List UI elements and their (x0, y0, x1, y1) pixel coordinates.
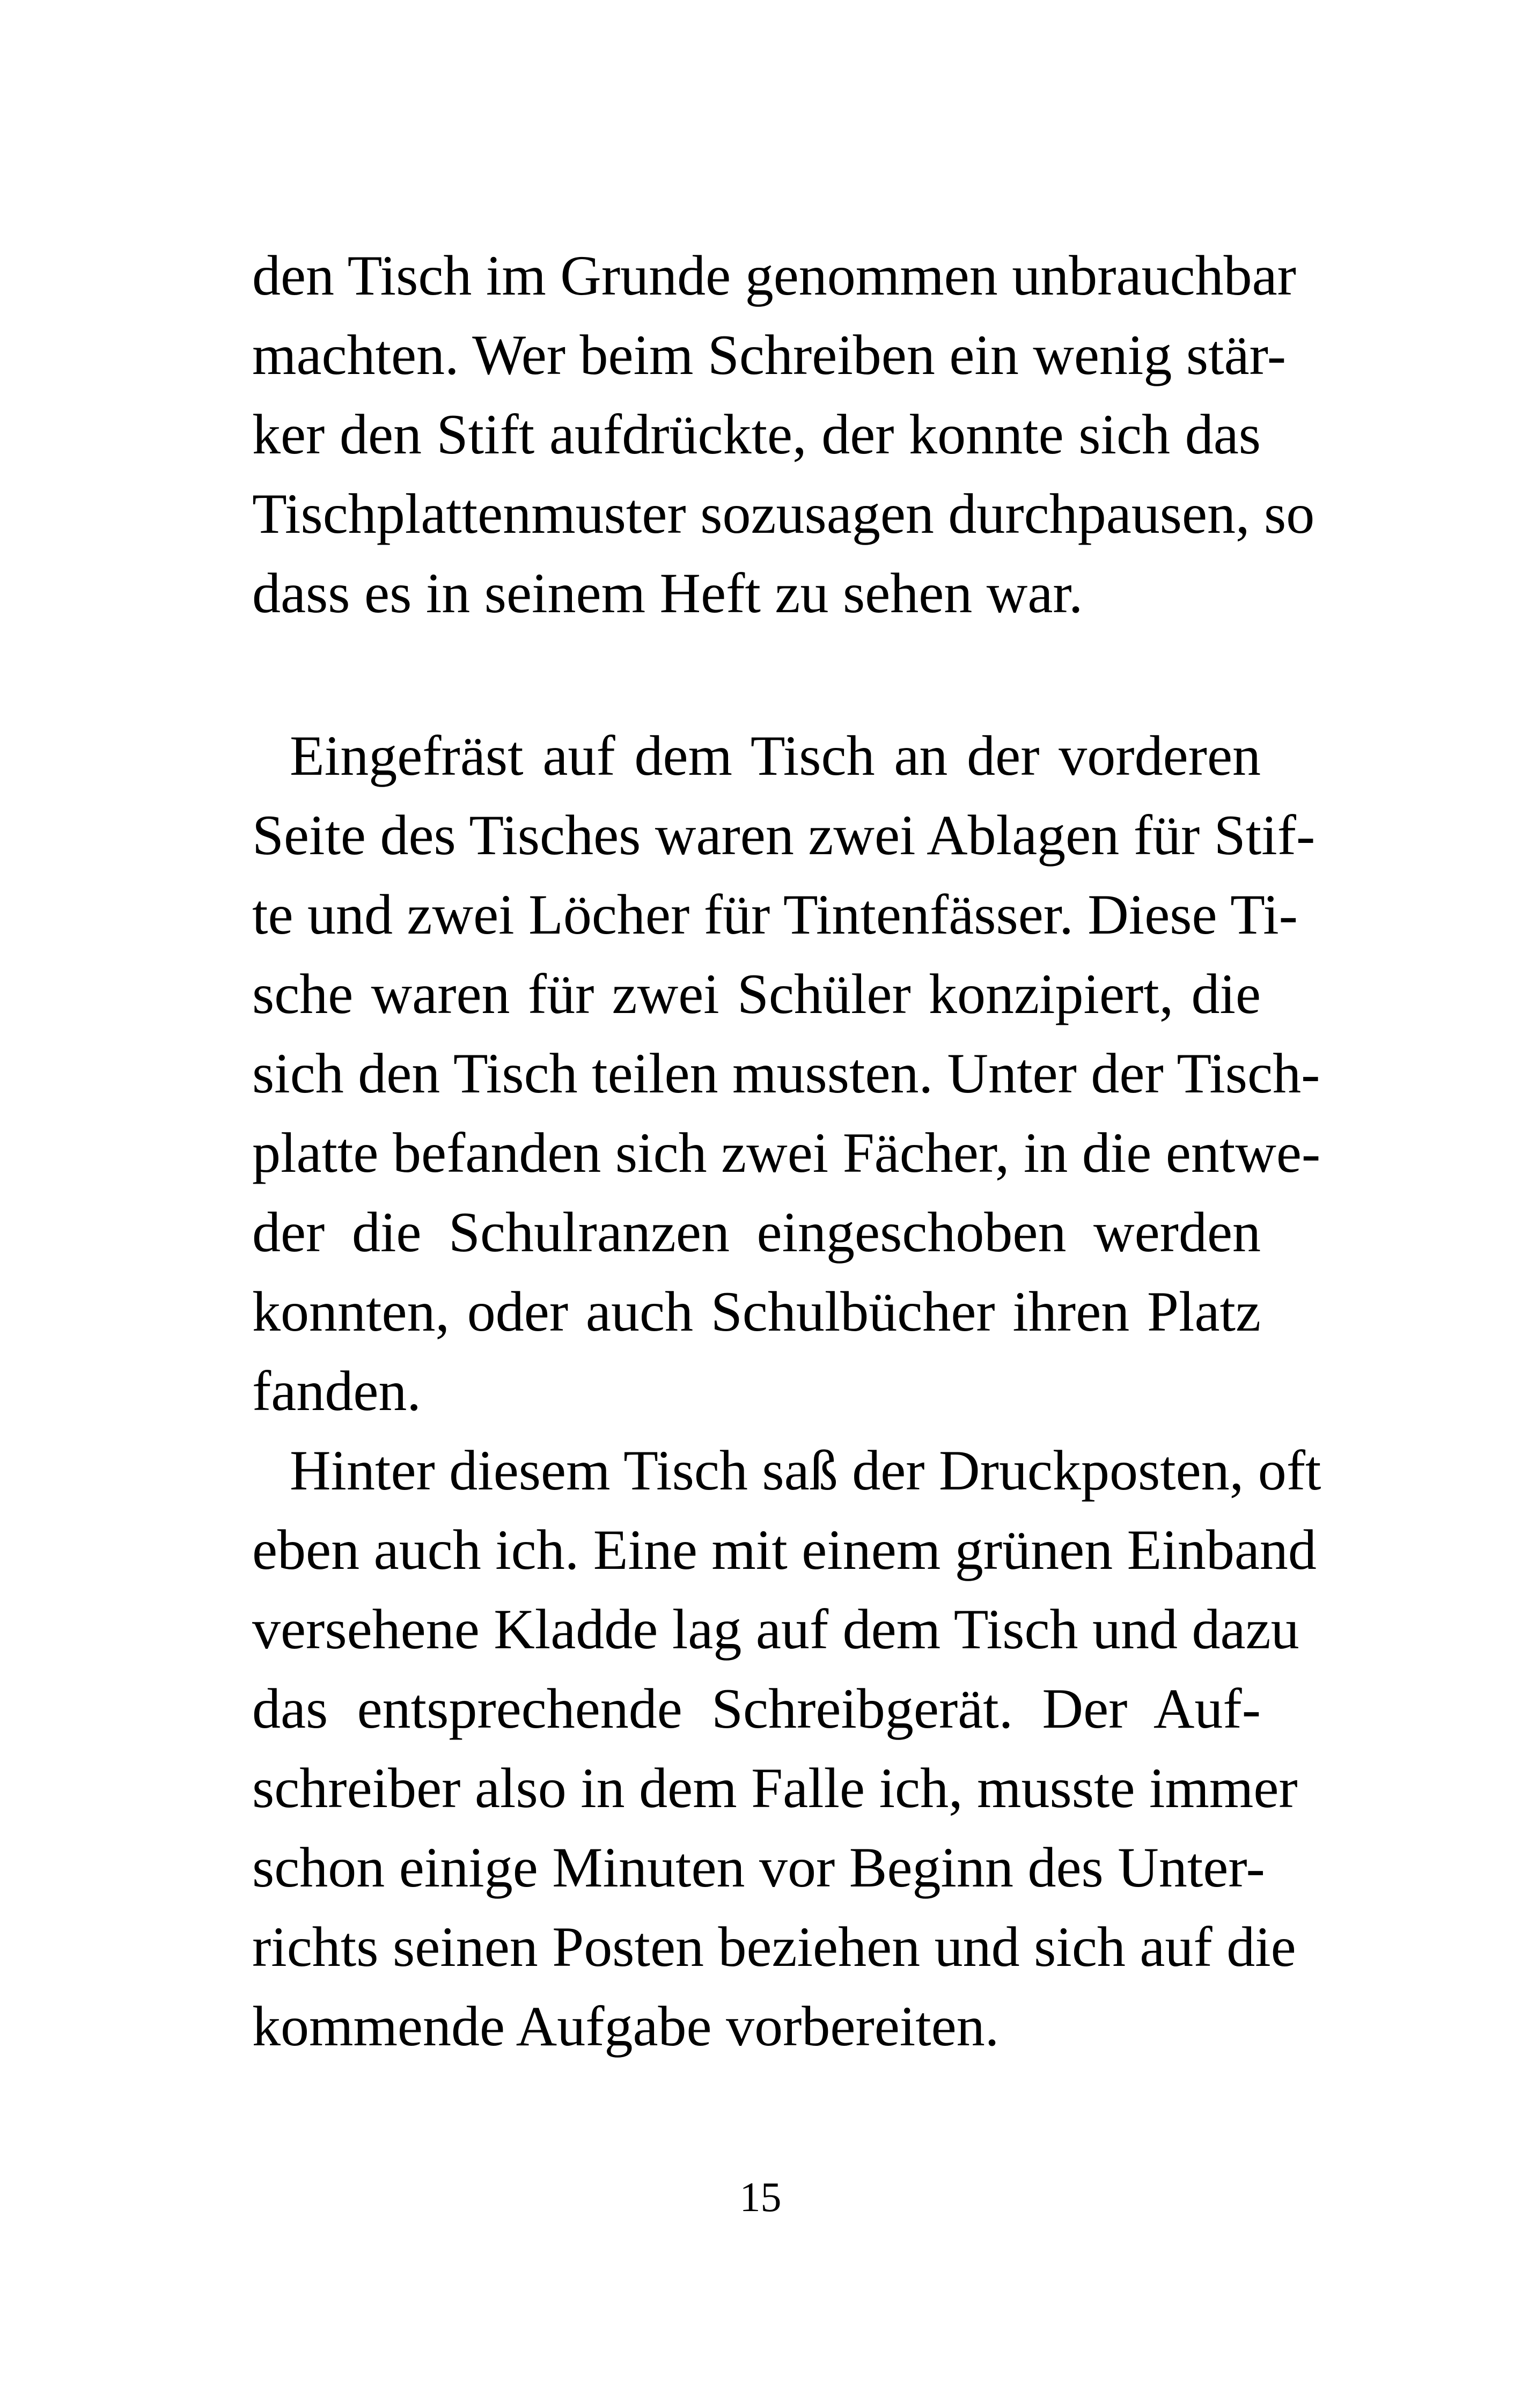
text-line: Eingefräst auf dem Tisch an der vorderen (290, 724, 1261, 787)
text-line: das entsprechende Schreibgerät. Der Auf- (252, 1677, 1261, 1740)
paragraph-1 (252, 236, 1315, 633)
page-number: 15 (739, 2174, 782, 2220)
text-line: Seite des Tisches waren zwei Ablagen für Stif- (252, 804, 1316, 867)
text-line: versehene Kladde lag auf dem Tisch und dazu (252, 1598, 1299, 1661)
text-line: schon einige Minuten vor Beginn des Unter- (252, 1836, 1265, 1899)
text-line: Tischplattenmuster sozusagen durchpausen, so (252, 482, 1315, 545)
text-line: platte befanden sich zwei Fächer, in die entwe- (252, 1121, 1321, 1184)
text-line: sich den Tisch teilen mussten. Unter der Tisch- (252, 1042, 1320, 1105)
paragraph-spacer (252, 633, 1261, 716)
text-line: kommende Aufgabe vorbereiten. (252, 1995, 1000, 2058)
paragraph-2 (252, 716, 1321, 1431)
text-line: ker den Stift aufdrückte, der konnte sich das (252, 403, 1261, 466)
text-line: te und zwei Löcher für Tintenfässer. Diese Ti- (252, 883, 1298, 946)
text-line: den Tisch im Grunde genommen unbrauchbar (252, 244, 1296, 307)
text-line: eben auch ich. Eine mit einem grünen Einband (252, 1518, 1317, 1581)
text-line: Hinter diesem Tisch saß der Druckposten, oft (290, 1439, 1321, 1502)
text-line: schreiber also in dem Falle ich, musste immer (252, 1757, 1298, 1819)
text-line: konnten, oder auch Schulbücher ihren Platz (252, 1280, 1261, 1343)
paragraph-3 (252, 1431, 1321, 2066)
text-line: sche waren für zwei Schüler konzipiert, die (252, 963, 1261, 1025)
page-body (252, 236, 1321, 2066)
text-line: machten. Wer beim Schreiben ein wenig stär- (252, 324, 1287, 386)
text-line: der die Schulranzen eingeschoben werden (252, 1201, 1261, 1264)
text-line: richts seinen Posten beziehen und sich auf die (252, 1915, 1296, 1978)
text-line: dass es in seinem Heft zu sehen war. (252, 562, 1083, 625)
text-line: fanden. (252, 1360, 421, 1422)
